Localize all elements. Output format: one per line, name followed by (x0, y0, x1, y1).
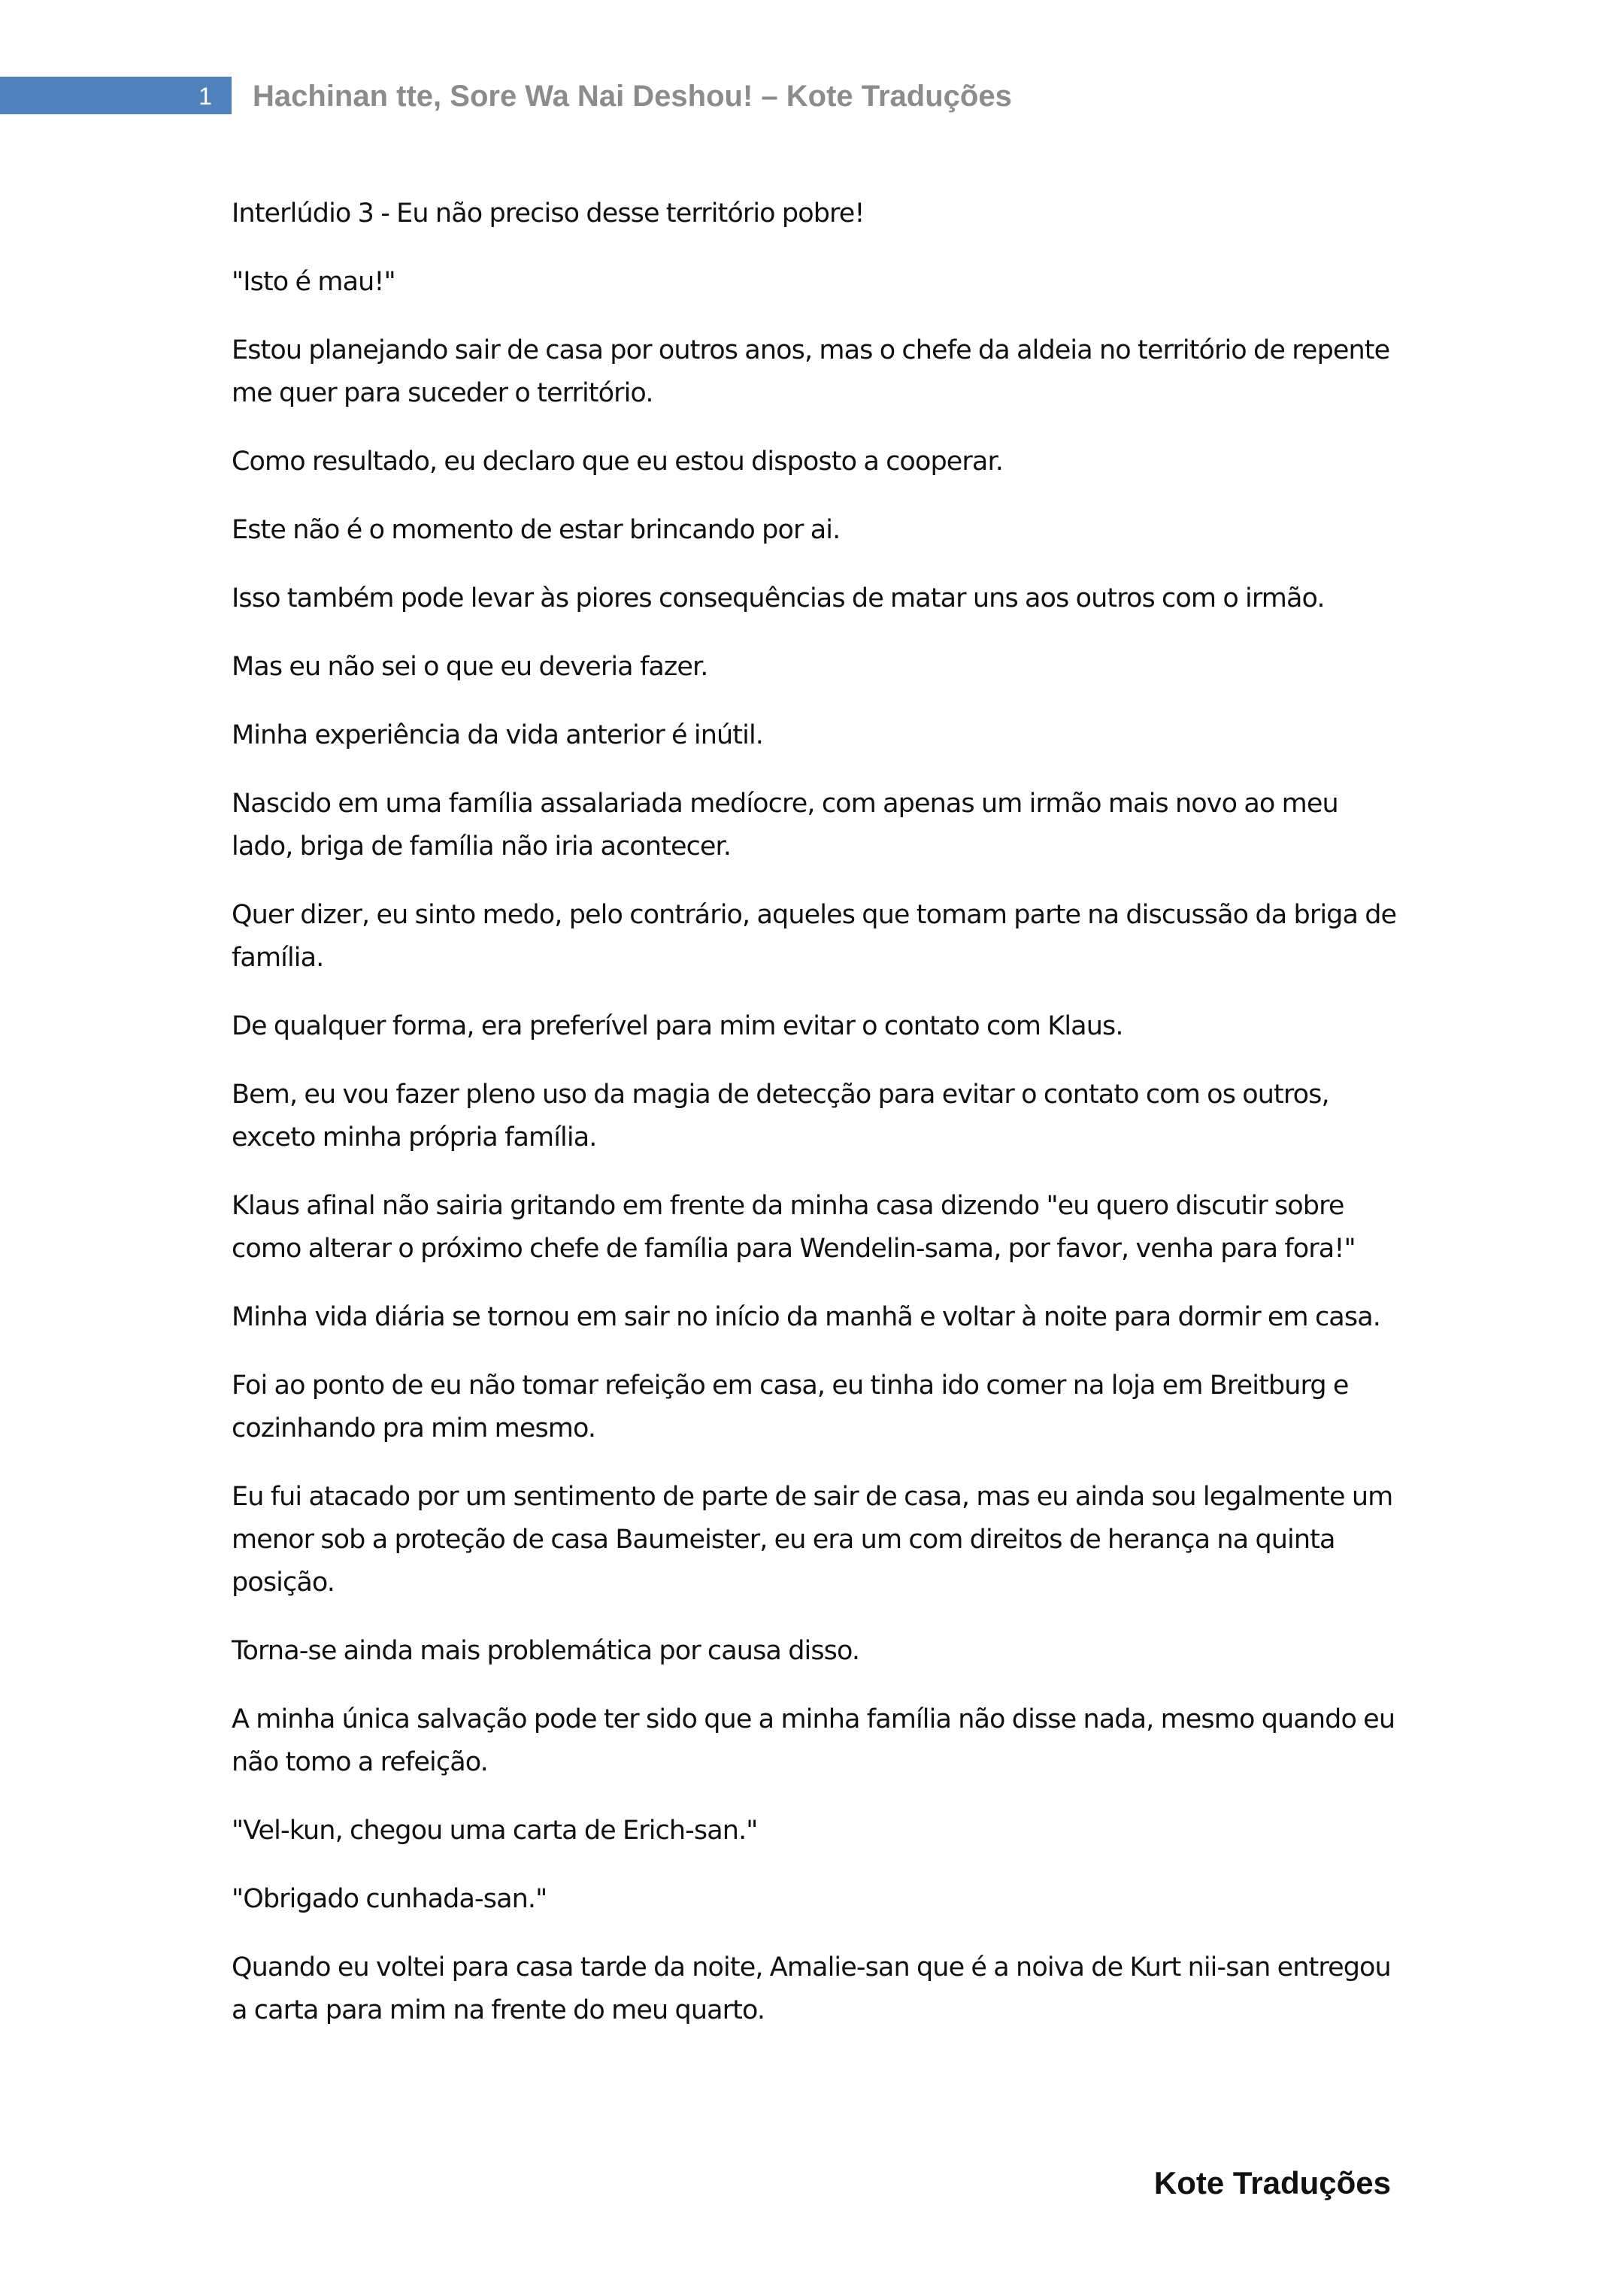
document-title: Hachinan tte, Sore Wa Nai Deshou! – Kote Traduções (253, 80, 1012, 113)
paragraph: Interlúdio 3 - Eu não preciso desse território pobre! (232, 198, 865, 229)
page-header (0, 77, 1128, 117)
paragraph: Nascido em uma família assalariada medíocre, com apenas um irmão mais novo ao meu lado, briga de família não iria acontecer. (232, 789, 1338, 862)
paragraph: Como resultado, eu declaro que eu estou disposto a cooperar. (232, 447, 1003, 477)
paragraph: Bem, eu vou fazer pleno uso da magia de detecção para evitar o contato com os outros, exceto minha própria família. (232, 1080, 1329, 1153)
paragraph: Este não é o momento de estar brincando por ai. (232, 515, 841, 545)
paragraph: Quando eu voltei para casa tarde da noite, Amalie-san que é a noiva de Kurt nii-san entregou a carta para mim na frente do meu quarto. (232, 1952, 1391, 2025)
paragraph: A minha única salvação pode ter sido que a minha família não disse nada, mesmo quando eu não tomo a refeição. (232, 1704, 1395, 1777)
paragraph: Minha experiência da vida anterior é inútil. (232, 720, 764, 750)
page-number: 1 (198, 83, 212, 110)
paragraph: Torna-se ainda mais problemática por causa disso. (232, 1636, 860, 1666)
paragraph: Eu fui atacado por um sentimento de parte de sair de casa, mas eu ainda sou legalmente um menor sob a proteção de casa Baumeister, eu era um com direitos de herança na quinta posição. (232, 1482, 1393, 1598)
document-body (232, 192, 1404, 2058)
paragraph: Mas eu não sei o que eu deveria fazer. (232, 652, 708, 682)
paragraph: Quer dizer, eu sinto medo, pelo contrário, aqueles que tomam parte na discussão da briga de família. (232, 900, 1397, 973)
paragraph: Estou planejando sair de casa por outros anos, mas o chefe da aldeia no território de repente me quer para suceder o território. (232, 335, 1390, 408)
paragraph: De qualquer forma, era preferível para mim evitar o contato com Klaus. (232, 1011, 1123, 1041)
paragraph: "Isto é mau!" (232, 267, 395, 297)
paragraph: Foi ao ponto de eu não tomar refeição em casa, eu tinha ido comer na loja em Breitburg e cozinhando pra mim mesmo. (232, 1371, 1349, 1443)
paragraph: "Obrigado cunhada-san." (232, 1884, 547, 1914)
paragraph: "Vel-kun, chegou uma carta de Erich-san." (232, 1816, 758, 1846)
paragraph: Klaus afinal não sairia gritando em frente da minha casa dizendo "eu quero discutir sobre como alterar o próximo chefe de família para Wendelin-sama, por favor, venha para fora!" (232, 1191, 1356, 1264)
page-number-tab (0, 77, 232, 114)
paragraph: Minha vida diária se tornou em sair no início da manhã e voltar à noite para dormir em casa. (232, 1302, 1380, 1332)
paragraph: Isso também pode levar às piores consequências de matar uns aos outros com o irmão. (232, 583, 1325, 613)
footer-label: Kote Traduções (1153, 2165, 1391, 2201)
